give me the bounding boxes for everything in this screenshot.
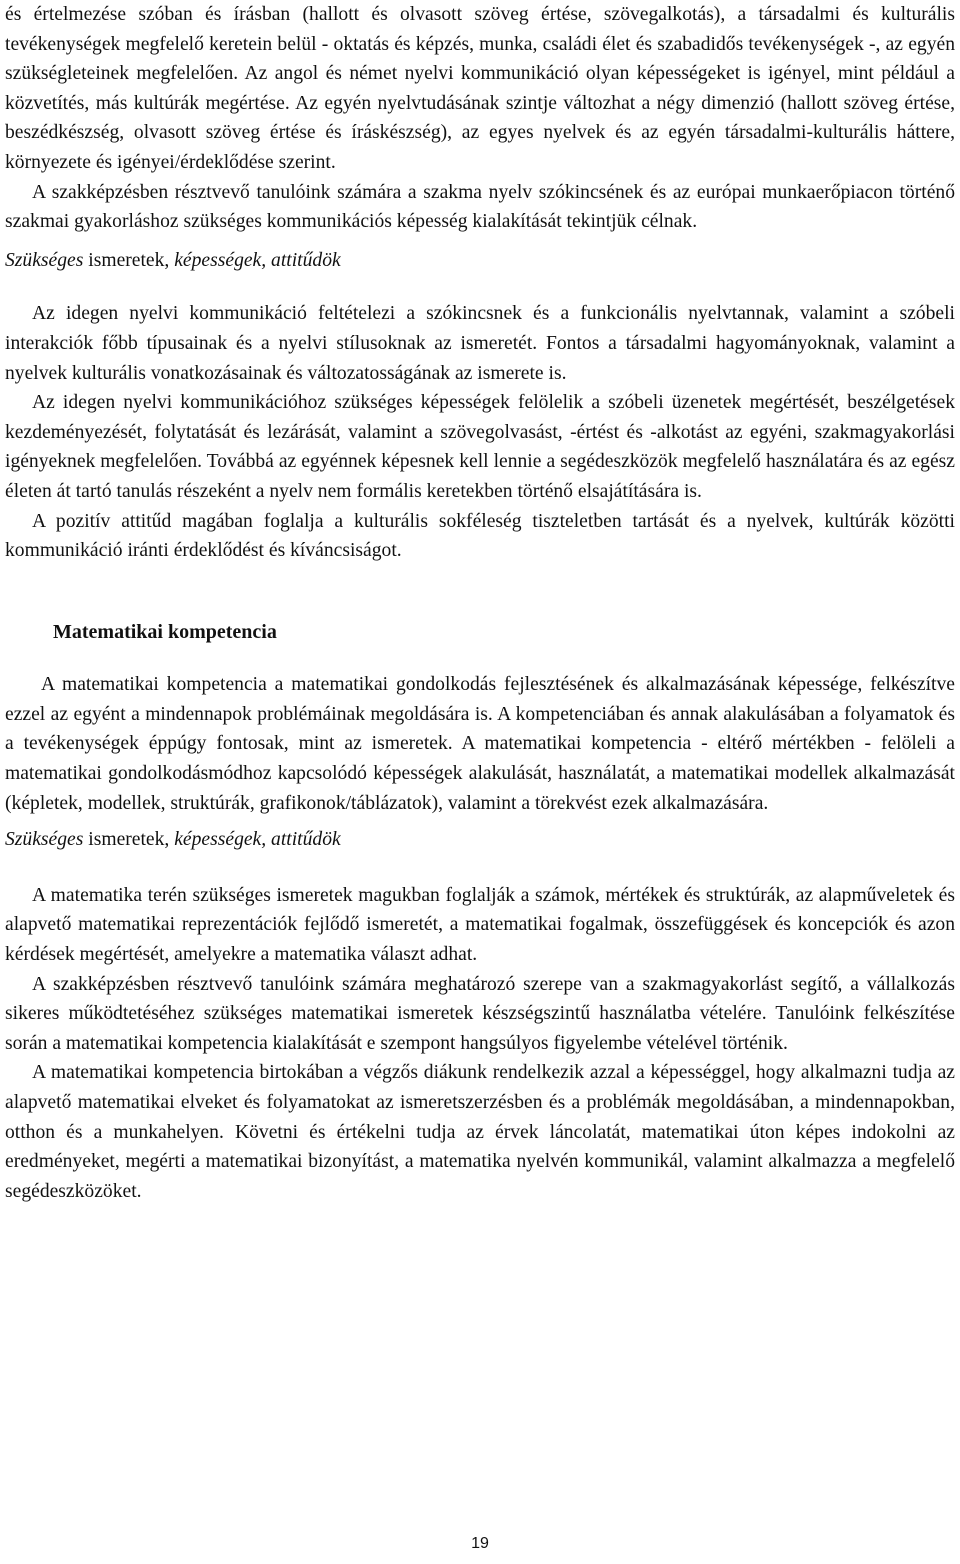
section-label-required-skills-math: Szükséges ismeretek, képességek, attitűdök <box>5 829 341 851</box>
document-page <box>5 0 955 1206</box>
paragraph-language-attitude: A pozitív attitűd magában foglalja a kulturális sokféleség tiszteletben tartását és a nyelvek, kultúrák közötti kommunikáció iránti érdeklődést és kíváncsiságot. <box>5 510 955 562</box>
page-number: 19 <box>471 1535 489 1552</box>
paragraph-language-skills: Az idegen nyelvi kommunikációhoz szükséges képességek felölelik a szóbeli üzenetek megértését, beszélgetések kezdeményezését, folytatását és lezárását, valamint a szövegolvasást, -értést és -alkotást az egyéni, szakmagyakorlási igényeknek megfelelően. Továbbá az egyénnek képesnek kell lennie a segédeszközök megfelelő használatára és az egész életen át tartó tanulás részeként a nyelv nem formális keretekben történő elsajátítására is. <box>5 392 955 502</box>
paragraph-math-vocational: A szakképzésben résztvevő tanulóink számára meghatározó szerepe van a szakmagyakorlást segítő, a vállalkozás sikeres működtetéséhez szükséges matematikai ismeretek készségszintű használatba vételére. Tanulóink felkészítése során a matematikai kompetencia kialakítását e szempont hangsúlyos figyelembe vételével történik. <box>5 973 955 1054</box>
paragraph-vocational-language: A szakképzésben résztvevő tanulóink számára a szakma nyelv szókincsének és az európai munkaerőpiacon történő szakmai gyakorláshoz szükséges kommunikációs képesség kialakítását tekintjük célnak. <box>5 181 955 233</box>
paragraph-math-definition: A matematikai kompetencia a matematikai gondolkodás fejlesztésének és alkalmazásának képessége, felkészítve ezzel az egyént a mindennapok problémáinak megoldására is. A kompetenciában és annak alakulásában a folyamatok és a tevékenységek éppúgy fontosak, mint az ismeretek. A matematikai kompetencia - eltérő mértékben - felöleli a matematikai gondolkodásmódhoz kapcsolódó képességek alakulását, használatát, a matematikai modellek alkalmazását (képletek, modellek, struktúrák, grafikonok/táblázatok), valamint a törekvést ezek alkalmazására. <box>5 674 955 814</box>
paragraph-language-knowledge: Az idegen nyelvi kommunikáció feltételezi a szókincsnek és a funkcionális nyelvtannak, valamint a szóbeli interakciók főbb típusainak és a nyelvi stílusoknak az ismeretét. Fontos a társadalmi hagyományoknak, valamint a nyelvek kulturális vonatkozásainak és változatosságának az ismerete is. <box>5 303 955 384</box>
paragraph-math-knowledge: A matematika terén szükséges ismeretek magukban foglalják a számok, mértékek és struktúrák, az alapműveletek és alapvető matematikai reprezentációk fejlődő ismeretét, a matematikai fogalmak, összefüggések és koncepciók és azon kérdések megértését, amelyekre a matematika választ adhat. <box>5 884 955 966</box>
section-label-required-skills: Szükséges ismeretek, képességek, attitűdök <box>5 249 341 271</box>
paragraph-language-intro: és értelmezése szóban és írásban (hallott és olvasott szöveg értése, szövegalkotás), a társadalmi és kulturális tevékenységek megfelelő keretein belül - oktatás és képzés, munka, családi élet és szabadidős tevékenységek -, az egyén szükségleteinek megfelelően. Az angol és német nyelvi kommunikáció olyan képességeket is igényel, mint például a közvetítés, más kultúrák megértése. Az egyén nyelvtudásának szintje változhat a négy dimenzió (hallott szöveg értése, beszédkészség, olvasott szöveg értése és íráskészség), az egyes nyelvek és az egyén társadalmi-kulturális háttere, környezete és igényei/érdeklődése szerint. <box>5 4 955 173</box>
section-heading-math: Matematikai kompetencia <box>53 620 277 643</box>
paragraph-math-competence: A matematikai kompetencia birtokában a végzős diákunk rendelkezik azzal a képességgel, hogy alkalmazni tudja az alapvető matematikai elveket és folyamatokat az ismeretszerzésben és a problémák megoldásában, a mindennapokban, otthon és a munkahelyen. Követni és értékelni tudja az érvek láncolatát, matematikai úton képes indokolni az eredményeket, megérti a matematikai bizonyítást, a matematika nyelvén kommunikál, valamint alkalmazza a megfelelő segédeszközöket. <box>5 1062 955 1202</box>
